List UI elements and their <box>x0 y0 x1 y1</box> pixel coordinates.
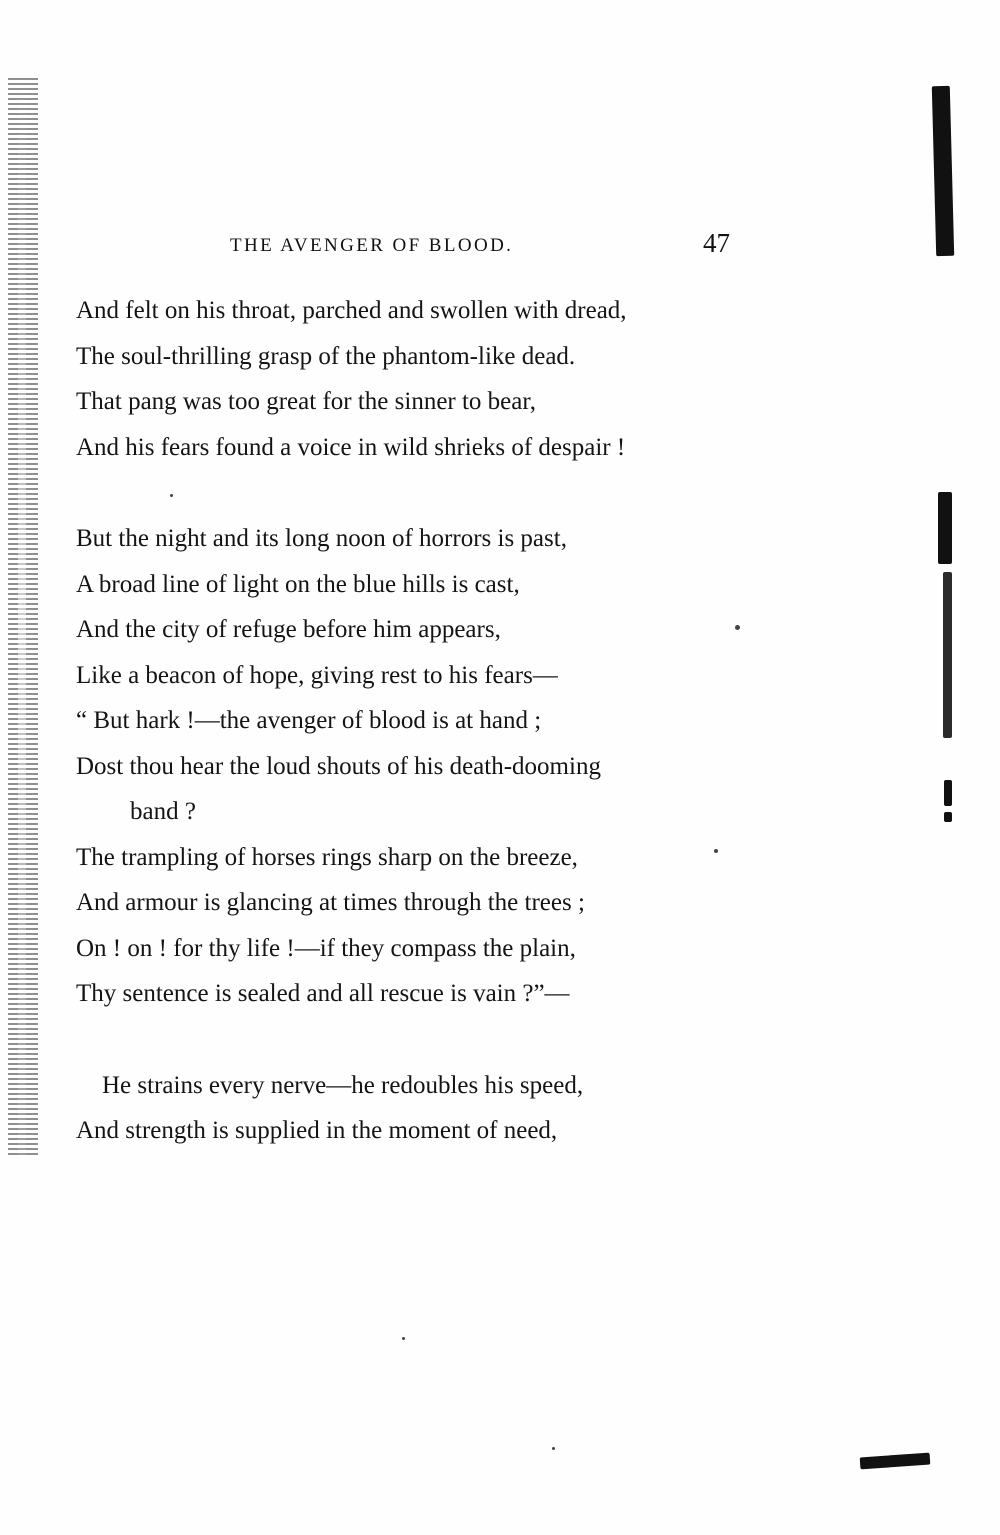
page-number: 47 <box>703 228 730 258</box>
poem-line: “ But hark !—the avenger of blood is at hand ; <box>76 707 542 734</box>
poem-line: Like a beacon of hope, giving rest to his fears— <box>76 661 558 689</box>
page-speck <box>170 494 173 497</box>
poem-text <box>76 288 756 1154</box>
scan-right-edge-mark <box>938 492 952 564</box>
poem-line-continuation: band ? <box>130 798 196 825</box>
stanza-3 <box>76 1063 756 1154</box>
scan-bottom-right-mark <box>860 1453 931 1470</box>
scan-right-edge-mark <box>943 572 952 738</box>
scan-right-edge-mark <box>932 86 954 256</box>
scan-right-edge-mark <box>944 812 952 822</box>
poem-line: The trampling of horses rings sharp on the breeze, <box>76 843 578 871</box>
page-speck <box>552 1447 555 1450</box>
poem-line: Thy sentence is sealed and all rescue is vain ?”— <box>76 980 570 1007</box>
poem-line: On ! on ! for thy life !—if they compass the plain, <box>76 934 576 962</box>
poem-line: And armour is glancing at times through the trees ; <box>76 889 585 916</box>
page-speck <box>402 1337 405 1340</box>
poem-line: And the city of refuge before him appears, <box>76 616 501 643</box>
stanza-1 <box>76 288 756 470</box>
poem-line: Dost thou hear the loud shouts of his death-dooming <box>76 752 601 780</box>
poem-line: But the night and its long noon of horrors is past, <box>76 525 567 552</box>
scan-left-edge <box>8 78 38 1158</box>
poem-line: And felt on his throat, parched and swollen with dread, <box>76 297 627 324</box>
poem-line: He strains every nerve—he redoubles his speed, <box>102 1071 584 1099</box>
scan-right-edge-mark <box>944 780 952 806</box>
poem-line: And his fears found a voice in wild shrieks of despair ! <box>76 433 626 461</box>
poem-line: A broad line of light on the blue hills is cast, <box>76 570 520 598</box>
poem-line: And strength is supplied in the moment of need, <box>76 1117 558 1144</box>
running-head: THE AVENGER OF BLOOD. <box>230 235 514 256</box>
poem-line: The soul-thrilling grasp of the phantom-like dead. <box>76 342 576 370</box>
stanza-2 <box>76 516 756 1017</box>
page-speck <box>735 625 740 630</box>
poem-line: That pang was too great for the sinner to bear, <box>76 388 536 415</box>
page-speck <box>714 849 718 853</box>
